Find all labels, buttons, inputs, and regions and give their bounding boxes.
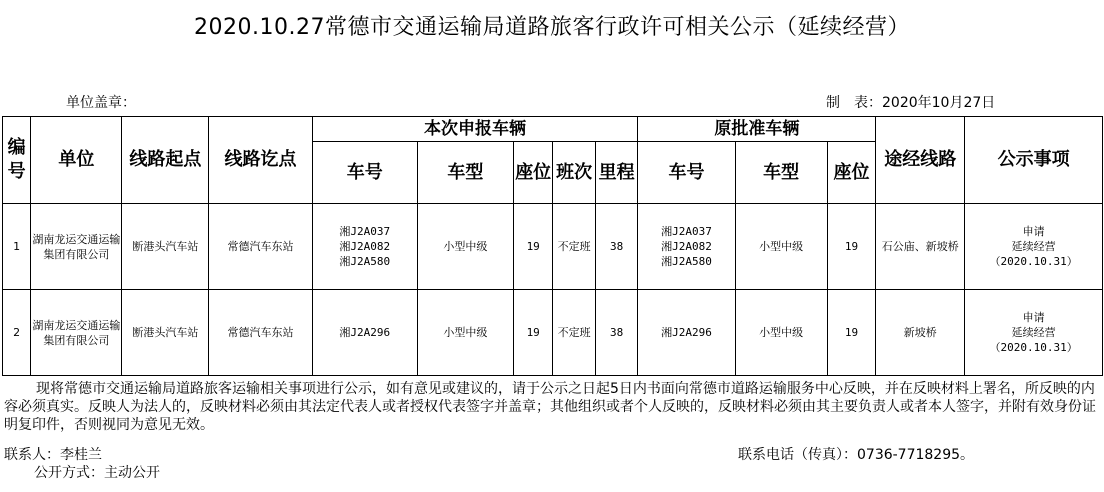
header-shift: 班次 — [553, 142, 595, 204]
cell-approved-plates — [638, 290, 735, 376]
table-row — [3, 290, 1103, 376]
header-type: 车型 — [417, 142, 513, 204]
publish-method: 公开方式：主动公开 — [34, 465, 160, 481]
cell-approved-type: 小型中级 — [735, 204, 827, 290]
cell-seats: 19 — [513, 290, 552, 376]
cell-mileage: 38 — [595, 204, 638, 290]
table-row — [3, 204, 1103, 290]
cell-plates — [312, 204, 417, 290]
cell-type: 小型中级 — [417, 290, 513, 376]
cell-approved-seats: 19 — [827, 290, 876, 376]
cell-type: 小型中级 — [417, 204, 513, 290]
header-no: 编号 — [3, 117, 31, 204]
permit-table — [2, 116, 1103, 376]
cell-line: 湘J2A580 — [661, 255, 712, 268]
cell-line: 湘J2A037 — [339, 225, 391, 238]
cell-approved-seats: 19 — [827, 204, 876, 290]
cell-shift: 不定班 — [553, 290, 595, 376]
cell-line: （2020.10.31） — [989, 255, 1078, 268]
cell-no: 1 — [3, 204, 31, 290]
header-approved-type: 车型 — [735, 142, 827, 204]
header-start: 线路起点 — [122, 117, 209, 204]
cell-seats: 19 — [513, 204, 552, 290]
cell-line: 湘J2A296 — [661, 326, 712, 339]
cell-item — [965, 290, 1103, 376]
cell-line: 延续经营 — [1011, 240, 1056, 253]
date-label: 制 表：2020年10月27日 — [826, 95, 996, 111]
notice-text: 现将常德市交通运输局道路旅客运输相关事项进行公示，如有意见或建议的，请于公示之日起5日内书面向常德市道路运输服务中心反映，并在反映材料上署名，所反映的内容必须真实。反映人为法人的，反映材料必须由其法定代表人或者授权代表签字并盖章；其他组织或者个人反映的，反映材料必须由其主要负责人或者本人签字，并附有效身份证明复印件，否则视同为意见无效。 — [4, 381, 1096, 433]
header-approved-group: 原批准车辆 — [638, 117, 876, 142]
header-seats: 座位 — [513, 142, 552, 204]
cell-line: 申请 — [1022, 311, 1045, 324]
header-item: 公示事项 — [965, 117, 1103, 204]
header-approved-plate: 车号 — [638, 142, 735, 204]
cell-line: 湘J2A580 — [339, 255, 391, 268]
cell-line: 湘J2A037 — [661, 225, 712, 238]
cell-line: 湘J2A296 — [339, 326, 391, 339]
cell-line: 延续经营 — [1011, 326, 1056, 339]
cell-no: 2 — [3, 290, 31, 376]
cell-item — [965, 204, 1103, 290]
cell-end: 常德汽车东站 — [209, 204, 312, 290]
cell-start: 断港头汽车站 — [122, 290, 209, 376]
cell-end: 常德汽车东站 — [209, 290, 312, 376]
header-unit: 单位 — [31, 117, 122, 204]
cell-start: 断港头汽车站 — [122, 204, 209, 290]
cell-unit: 湖南龙运交通运输集团有限公司 — [31, 204, 122, 290]
cell-line: 湘J2A082 — [661, 240, 712, 253]
contact-person: 联系人：李桂兰 — [4, 447, 102, 463]
cell-approved-type: 小型中级 — [735, 290, 827, 376]
cell-unit: 湖南龙运交通运输集团有限公司 — [31, 290, 122, 376]
cell-plates — [312, 290, 417, 376]
cell-line: 申请 — [1022, 225, 1045, 238]
cell-line: 湘J2A082 — [339, 240, 391, 253]
header-plate: 车号 — [312, 142, 417, 204]
header-route: 途经线路 — [876, 117, 965, 204]
cell-approved-plates — [638, 204, 735, 290]
cell-line: （2020.10.31） — [989, 341, 1078, 354]
cell-mileage: 38 — [595, 290, 638, 376]
header-approved-seats: 座位 — [827, 142, 876, 204]
unit-seal-label: 单位盖章： — [66, 95, 136, 111]
cell-route: 石公庙、新坡桥 — [876, 204, 965, 290]
page-title: 2020.10.27常德市交通运输局道路旅客行政许可相关公示（延续经营） — [194, 15, 910, 40]
header-mileage: 里程 — [595, 142, 638, 204]
header-applied-group: 本次申报车辆 — [312, 117, 638, 142]
contact-phone: 联系电话（传真）：0736-7718295。 — [738, 447, 975, 463]
header-end: 线路讫点 — [209, 117, 312, 204]
cell-route: 新坡桥 — [876, 290, 965, 376]
cell-shift: 不定班 — [553, 204, 595, 290]
